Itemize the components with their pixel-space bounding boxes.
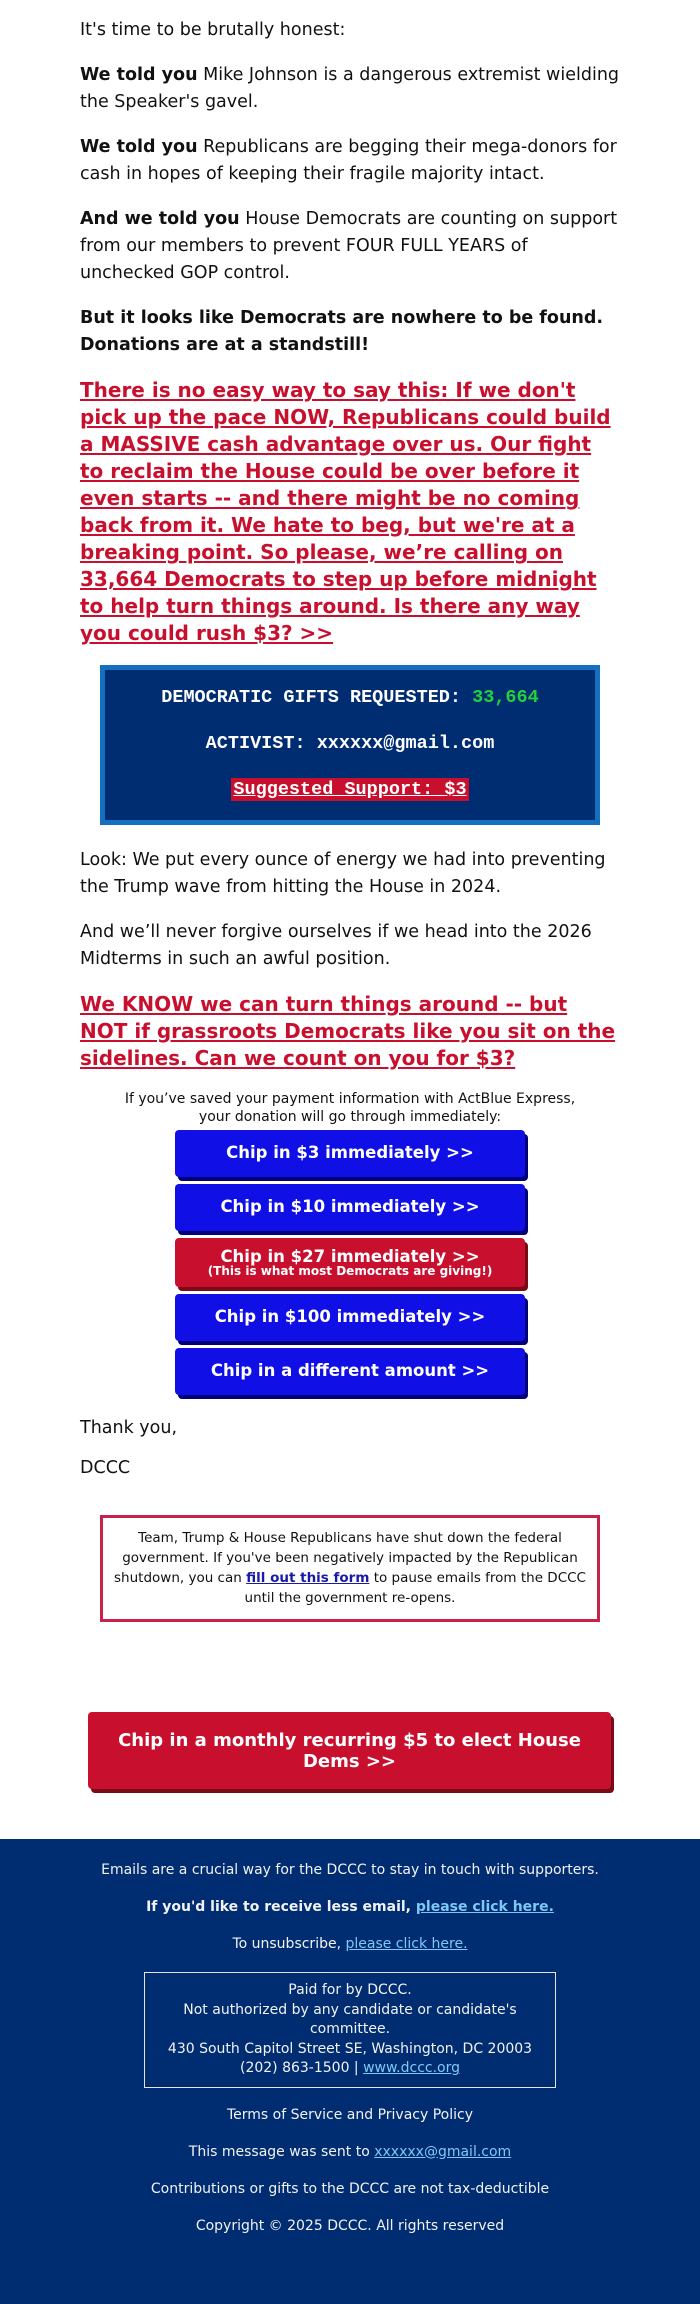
button-label: Chip in $27 immediately >> — [220, 1247, 480, 1266]
button-label: Chip in $100 immediately >> — [214, 1307, 486, 1326]
told-text: Mike Johnson is a dangerous extremist wielding the Speaker's gavel. — [80, 65, 620, 112]
monthly-recurring-button[interactable]: Chip in a monthly recurring $5 to elect House Dems >> — [88, 1712, 611, 1789]
button-sublabel: (This is what most Democrats are giving!) — [207, 1264, 493, 1278]
gifts-requested-label: DEMOCRATIC GIFTS REQUESTED: — [161, 687, 473, 708]
forgive-text: And we’ll never forgive ourselves if we head into the 2026 Midterms in such an awful position. — [80, 922, 592, 969]
footer-crucial-text: Emails are a crucial way for the DCCC to stay in touch with supporters. — [101, 1862, 599, 1878]
gifts-requested-count: 33,664 — [472, 687, 539, 708]
paid-for-box — [144, 1972, 556, 2088]
activist-label: ACTIVIST: — [205, 733, 317, 754]
chip-in-other-amount-button[interactable] — [175, 1348, 525, 1395]
copyright-text: Copyright © 2025 DCCC. All rights reserved — [195, 2217, 505, 2234]
button-label: Chip in a different amount >> — [210, 1361, 490, 1380]
told-lead: And we told you — [80, 209, 240, 229]
website-link[interactable]: www.dccc.org — [363, 2060, 461, 2076]
footer-less-email — [0, 1898, 700, 1916]
less-email-link[interactable]: please click here. — [415, 1899, 554, 1915]
told-lead: We told you — [80, 137, 198, 157]
sent-to-email-link[interactable]: xxxxxx@gmail.com — [374, 2143, 512, 2160]
monthly-section — [0, 1622, 700, 1839]
told-text: House Democrats are counting on support from our members to prevent FOUR FULL YEARS of unchecked GOP control. — [80, 209, 618, 283]
told-lead: We told you — [80, 65, 198, 85]
express-line-2: your donation will go through immediately: — [198, 1109, 502, 1125]
terms-privacy-link[interactable]: Terms of Service and Privacy Policy — [226, 2106, 473, 2123]
intro-text: It's time to be brutally honest: — [80, 20, 346, 40]
standstill-text: But it looks like Democrats are nowhere to be found. Donations are at a standstill! — [80, 308, 604, 355]
activist-email: xxxxxx@gmail.com — [316, 733, 495, 754]
sent-to-text: This message was sent to — [188, 2143, 375, 2160]
suggested-support-link[interactable]: Suggested Support: $3 — [233, 779, 467, 800]
sent-to-line — [0, 2143, 700, 2161]
address-text: 430 South Capitol Street SE, Washington, DC 20003 — [167, 2040, 533, 2057]
paid-for-text: Paid for by DCCC. — [288, 1982, 412, 1998]
chip-in-3-button[interactable] — [175, 1130, 525, 1177]
shutdown-notice-box — [100, 1515, 600, 1622]
gifts-requested-row — [115, 686, 585, 710]
express-line-1: If you’ve saved your payment information with ActBlue Express, — [124, 1091, 576, 1107]
chip-in-10-button[interactable] — [175, 1184, 525, 1231]
told-paragraph-1 — [80, 62, 620, 116]
chip-in-27-button[interactable] — [175, 1238, 525, 1287]
suggested-row — [115, 778, 585, 802]
signature-org: DCCC — [80, 1458, 131, 1478]
gifts-counter-box — [100, 665, 600, 825]
notice-text: Team, Trump & House Republicans have shut down the federal government. If you've been negatively impacted by the Republican shutdown, you can — [114, 1530, 578, 1586]
know-donate-link[interactable]: We KNOW we can turn things around -- but NOT if grassroots Democrats like you sit on the sidelines. Can we count on you for $3? — [80, 992, 616, 1070]
unsubscribe-link[interactable]: please click here. — [345, 1936, 468, 1952]
less-email-text: If you'd like to receive less email, — [146, 1899, 416, 1915]
told-text: Republicans are begging their mega-donors for cash in hopes of keeping their fragile majority intact. — [80, 137, 617, 184]
phone-text: (202) 863-1500 | — [239, 2060, 364, 2076]
button-label: Chip in $3 immediately >> — [226, 1143, 474, 1162]
button-label: Chip in $10 immediately >> — [220, 1197, 480, 1216]
footer — [0, 1839, 700, 2304]
actblue-express-note — [80, 1090, 620, 1126]
unsubscribe-text: To unsubscribe, — [232, 1936, 346, 1952]
footer-unsubscribe — [0, 1935, 700, 1953]
told-paragraph-2 — [80, 134, 620, 188]
thank-you-text: Thank you, — [80, 1418, 178, 1438]
tax-disclaimer: Contributions or gifts to the DCCC are not tax-deductible — [150, 2180, 550, 2197]
activist-row — [115, 732, 585, 756]
appeal-donate-link[interactable]: There is no easy way to say this: If we don't pick up the pace NOW, Republicans could build a MASSIVE cash advantage over us. Our fight to reclaim the House could be over before it even starts -- and there might be no coming back from it. We hate to beg, but we're at a breaking point. So please, we’re calling on 33,664 Democrats to step up before midnight to help turn things around. Is there any way you could rush $3? >> — [80, 378, 611, 645]
chip-in-100-button[interactable] — [175, 1294, 525, 1341]
phone-website-line — [149, 2059, 551, 2079]
not-authorized-text: Not authorized by any candidate or candidate's committee. — [183, 2001, 517, 2037]
fill-out-form-link[interactable]: fill out this form — [246, 1570, 370, 1586]
told-paragraph-3 — [80, 206, 620, 287]
look-text: Look: We put every ounce of energy we had into preventing the Trump wave from hitting the House in 2024. — [80, 850, 606, 897]
notice-text-end: to pause emails from the DCCC until the government re-opens. — [244, 1570, 586, 1606]
donation-buttons — [80, 1130, 620, 1395]
